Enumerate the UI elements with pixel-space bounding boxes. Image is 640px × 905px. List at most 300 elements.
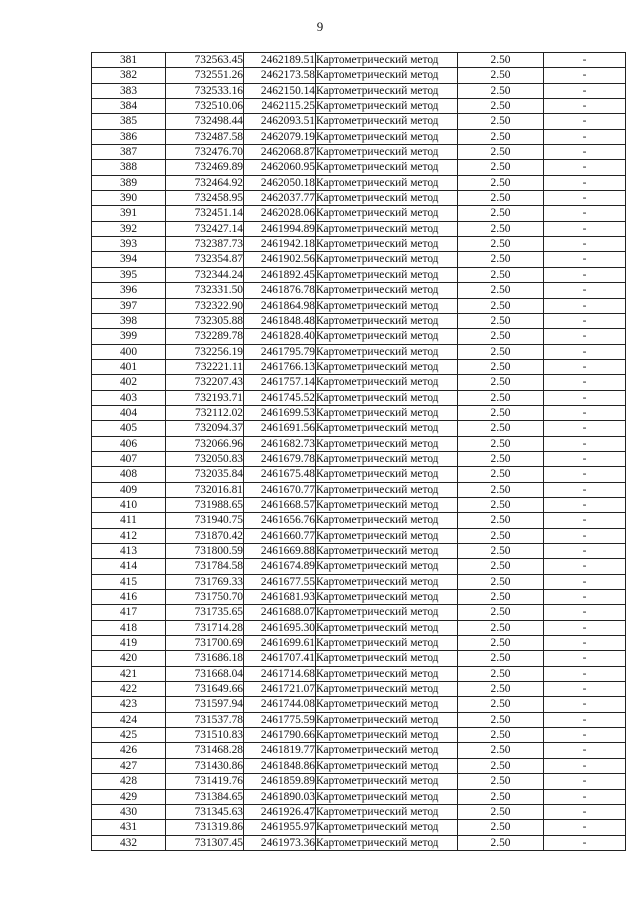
note-cell: -: [544, 175, 626, 190]
precision-cell: 2.50: [458, 451, 544, 466]
x-coordinate-cell: 731384.65: [166, 789, 244, 804]
method-cell: Картометрический метод: [316, 375, 458, 390]
table-row: [92, 820, 626, 835]
note-cell: -: [544, 559, 626, 574]
precision-cell: 2.50: [458, 53, 544, 68]
precision-cell: 2.50: [458, 99, 544, 114]
method-cell: Картометрический метод: [316, 83, 458, 98]
method-cell: Картометрический метод: [316, 666, 458, 681]
y-coordinate-cell: 2462093.51: [244, 114, 316, 129]
y-coordinate-cell: 2461926.47: [244, 804, 316, 819]
note-cell: -: [544, 482, 626, 497]
note-cell: -: [544, 574, 626, 589]
table-row: [92, 804, 626, 819]
precision-cell: 2.50: [458, 114, 544, 129]
table-row: [92, 789, 626, 804]
x-coordinate-cell: 732533.16: [166, 83, 244, 98]
note-cell: -: [544, 467, 626, 482]
note-cell: -: [544, 206, 626, 221]
point-number-cell: 393: [92, 237, 166, 252]
y-coordinate-cell: 2461679.78: [244, 451, 316, 466]
y-coordinate-cell: 2461775.59: [244, 712, 316, 727]
table-row: [92, 252, 626, 267]
note-cell: -: [544, 728, 626, 743]
table-row: [92, 605, 626, 620]
precision-cell: 2.50: [458, 237, 544, 252]
table-row: [92, 467, 626, 482]
precision-cell: 2.50: [458, 682, 544, 697]
method-cell: Картометрический метод: [316, 712, 458, 727]
x-coordinate-cell: 732469.89: [166, 160, 244, 175]
y-coordinate-cell: 2461902.56: [244, 252, 316, 267]
point-number-cell: 419: [92, 636, 166, 651]
precision-cell: 2.50: [458, 436, 544, 451]
method-cell: Картометрический метод: [316, 99, 458, 114]
y-coordinate-cell: 2461721.07: [244, 682, 316, 697]
method-cell: Картометрический метод: [316, 697, 458, 712]
y-coordinate-cell: 2461714.68: [244, 666, 316, 681]
method-cell: Картометрический метод: [316, 359, 458, 374]
table-row: [92, 697, 626, 712]
x-coordinate-cell: 732427.14: [166, 221, 244, 236]
method-cell: Картометрический метод: [316, 605, 458, 620]
point-number-cell: 432: [92, 835, 166, 850]
method-cell: Картометрический метод: [316, 175, 458, 190]
table-row: [92, 651, 626, 666]
precision-cell: 2.50: [458, 405, 544, 420]
note-cell: -: [544, 528, 626, 543]
y-coordinate-cell: 2462068.87: [244, 145, 316, 160]
method-cell: Картометрический метод: [316, 682, 458, 697]
method-cell: Картометрический метод: [316, 774, 458, 789]
table-row: [92, 682, 626, 697]
point-number-cell: 401: [92, 359, 166, 374]
table-row: [92, 267, 626, 282]
precision-cell: 2.50: [458, 83, 544, 98]
note-cell: -: [544, 804, 626, 819]
method-cell: Картометрический метод: [316, 467, 458, 482]
method-cell: Картометрический метод: [316, 145, 458, 160]
y-coordinate-cell: 2461848.48: [244, 313, 316, 328]
page-number: 9: [316, 19, 324, 34]
precision-cell: 2.50: [458, 513, 544, 528]
x-coordinate-cell: 732476.70: [166, 145, 244, 160]
precision-cell: 2.50: [458, 758, 544, 773]
y-coordinate-cell: 2461864.98: [244, 298, 316, 313]
note-cell: -: [544, 145, 626, 160]
y-coordinate-cell: 2461681.93: [244, 590, 316, 605]
point-number-cell: 400: [92, 344, 166, 359]
y-coordinate-cell: 2461795.79: [244, 344, 316, 359]
y-coordinate-cell: 2462150.14: [244, 83, 316, 98]
method-cell: Картометрический метод: [316, 405, 458, 420]
method-cell: Картометрический метод: [316, 590, 458, 605]
x-coordinate-cell: 731769.33: [166, 574, 244, 589]
precision-cell: 2.50: [458, 252, 544, 267]
table-row: [92, 758, 626, 773]
y-coordinate-cell: 2461691.56: [244, 421, 316, 436]
method-cell: Картометрический метод: [316, 651, 458, 666]
y-coordinate-cell: 2462028.06: [244, 206, 316, 221]
x-coordinate-cell: 732066.96: [166, 436, 244, 451]
table-row: [92, 145, 626, 160]
table-row: [92, 237, 626, 252]
x-coordinate-cell: 732510.06: [166, 99, 244, 114]
y-coordinate-cell: 2461973.36: [244, 835, 316, 850]
y-coordinate-cell: 2461695.30: [244, 620, 316, 635]
method-cell: Картометрический метод: [316, 436, 458, 451]
x-coordinate-cell: 732458.95: [166, 191, 244, 206]
point-number-cell: 409: [92, 482, 166, 497]
table-row: [92, 436, 626, 451]
point-number-cell: 388: [92, 160, 166, 175]
note-cell: -: [544, 329, 626, 344]
y-coordinate-cell: 2461677.55: [244, 574, 316, 589]
x-coordinate-cell: 732487.58: [166, 129, 244, 144]
table-row: [92, 175, 626, 190]
x-coordinate-cell: 732256.19: [166, 344, 244, 359]
method-cell: Картометрический метод: [316, 114, 458, 129]
x-coordinate-cell: 732551.26: [166, 68, 244, 83]
point-number-cell: 425: [92, 728, 166, 743]
note-cell: -: [544, 590, 626, 605]
note-cell: -: [544, 375, 626, 390]
note-cell: -: [544, 53, 626, 68]
y-coordinate-cell: 2461707.41: [244, 651, 316, 666]
method-cell: Картометрический метод: [316, 528, 458, 543]
precision-cell: 2.50: [458, 298, 544, 313]
note-cell: -: [544, 129, 626, 144]
x-coordinate-cell: 731510.83: [166, 728, 244, 743]
method-cell: Картометрический метод: [316, 329, 458, 344]
note-cell: -: [544, 160, 626, 175]
precision-cell: 2.50: [458, 191, 544, 206]
x-coordinate-cell: 731700.69: [166, 636, 244, 651]
y-coordinate-cell: 2462060.95: [244, 160, 316, 175]
x-coordinate-cell: 731430.86: [166, 758, 244, 773]
x-coordinate-cell: 732498.44: [166, 114, 244, 129]
y-coordinate-cell: 2461955.97: [244, 820, 316, 835]
method-cell: Картометрический метод: [316, 820, 458, 835]
y-coordinate-cell: 2461828.40: [244, 329, 316, 344]
note-cell: -: [544, 436, 626, 451]
point-number-cell: 405: [92, 421, 166, 436]
note-cell: -: [544, 359, 626, 374]
table-row: [92, 513, 626, 528]
precision-cell: 2.50: [458, 145, 544, 160]
x-coordinate-cell: 732207.43: [166, 375, 244, 390]
precision-cell: 2.50: [458, 313, 544, 328]
y-coordinate-cell: 2461675.48: [244, 467, 316, 482]
point-number-cell: 387: [92, 145, 166, 160]
x-coordinate-cell: 731870.42: [166, 528, 244, 543]
y-coordinate-cell: 2461670.77: [244, 482, 316, 497]
x-coordinate-cell: 731686.18: [166, 651, 244, 666]
method-cell: Картометрический метод: [316, 743, 458, 758]
note-cell: -: [544, 83, 626, 98]
precision-cell: 2.50: [458, 68, 544, 83]
x-coordinate-cell: 731988.65: [166, 497, 244, 512]
y-coordinate-cell: 2461668.57: [244, 497, 316, 512]
x-coordinate-cell: 731537.78: [166, 712, 244, 727]
point-number-cell: 422: [92, 682, 166, 697]
point-number-cell: 415: [92, 574, 166, 589]
point-number-cell: 412: [92, 528, 166, 543]
table-row: [92, 206, 626, 221]
precision-cell: 2.50: [458, 329, 544, 344]
x-coordinate-cell: 732322.90: [166, 298, 244, 313]
y-coordinate-cell: 2461669.88: [244, 544, 316, 559]
y-coordinate-cell: 2462173.58: [244, 68, 316, 83]
y-coordinate-cell: 2461757.14: [244, 375, 316, 390]
point-number-cell: 424: [92, 712, 166, 727]
method-cell: Картометрический метод: [316, 758, 458, 773]
x-coordinate-cell: 732344.24: [166, 267, 244, 282]
point-number-cell: 404: [92, 405, 166, 420]
x-coordinate-cell: 732331.50: [166, 283, 244, 298]
precision-cell: 2.50: [458, 528, 544, 543]
precision-cell: 2.50: [458, 636, 544, 651]
x-coordinate-cell: 732451.14: [166, 206, 244, 221]
point-number-cell: 426: [92, 743, 166, 758]
point-number-cell: 429: [92, 789, 166, 804]
note-cell: -: [544, 313, 626, 328]
precision-cell: 2.50: [458, 590, 544, 605]
table-row: [92, 482, 626, 497]
note-cell: -: [544, 712, 626, 727]
note-cell: -: [544, 651, 626, 666]
point-number-cell: 417: [92, 605, 166, 620]
note-cell: -: [544, 191, 626, 206]
note-cell: -: [544, 743, 626, 758]
table-row: [92, 114, 626, 129]
x-coordinate-cell: 731784.58: [166, 559, 244, 574]
note-cell: -: [544, 620, 626, 635]
point-number-cell: 420: [92, 651, 166, 666]
point-number-cell: 414: [92, 559, 166, 574]
y-coordinate-cell: 2461790.66: [244, 728, 316, 743]
point-number-cell: 421: [92, 666, 166, 681]
y-coordinate-cell: 2461656.76: [244, 513, 316, 528]
y-coordinate-cell: 2461699.53: [244, 405, 316, 420]
table-row: [92, 712, 626, 727]
table-row: [92, 99, 626, 114]
x-coordinate-cell: 731668.04: [166, 666, 244, 681]
x-coordinate-cell: 731468.28: [166, 743, 244, 758]
x-coordinate-cell: 731940.75: [166, 513, 244, 528]
x-coordinate-cell: 731319.86: [166, 820, 244, 835]
table-row: [92, 497, 626, 512]
point-number-cell: 389: [92, 175, 166, 190]
point-number-cell: 430: [92, 804, 166, 819]
x-coordinate-cell: 732035.84: [166, 467, 244, 482]
method-cell: Картометрический метод: [316, 636, 458, 651]
x-coordinate-cell: 731419.76: [166, 774, 244, 789]
y-coordinate-cell: 2461699.61: [244, 636, 316, 651]
note-cell: -: [544, 666, 626, 681]
method-cell: Картометрический метод: [316, 804, 458, 819]
precision-cell: 2.50: [458, 743, 544, 758]
table-row: [92, 221, 626, 236]
method-cell: Картометрический метод: [316, 252, 458, 267]
method-cell: Картометрический метод: [316, 68, 458, 83]
y-coordinate-cell: 2461674.89: [244, 559, 316, 574]
y-coordinate-cell: 2461688.07: [244, 605, 316, 620]
x-coordinate-cell: 732305.88: [166, 313, 244, 328]
precision-cell: 2.50: [458, 544, 544, 559]
table-row: [92, 329, 626, 344]
point-number-cell: 416: [92, 590, 166, 605]
method-cell: Картометрический метод: [316, 206, 458, 221]
x-coordinate-cell: 731800.59: [166, 544, 244, 559]
y-coordinate-cell: 2461890.03: [244, 789, 316, 804]
table-row: [92, 68, 626, 83]
coordinates-table-body: [92, 53, 626, 851]
note-cell: -: [544, 267, 626, 282]
point-number-cell: 398: [92, 313, 166, 328]
note-cell: -: [544, 421, 626, 436]
precision-cell: 2.50: [458, 820, 544, 835]
y-coordinate-cell: 2461819.77: [244, 743, 316, 758]
precision-cell: 2.50: [458, 344, 544, 359]
table-row: [92, 83, 626, 98]
y-coordinate-cell: 2461744.08: [244, 697, 316, 712]
method-cell: Картометрический метод: [316, 544, 458, 559]
point-number-cell: 391: [92, 206, 166, 221]
table-row: [92, 375, 626, 390]
method-cell: Картометрический метод: [316, 620, 458, 635]
table-row: [92, 53, 626, 68]
method-cell: Картометрический метод: [316, 283, 458, 298]
note-cell: -: [544, 68, 626, 83]
x-coordinate-cell: 732016.81: [166, 482, 244, 497]
table-row: [92, 421, 626, 436]
x-coordinate-cell: 732094.37: [166, 421, 244, 436]
note-cell: -: [544, 99, 626, 114]
y-coordinate-cell: 2462037.77: [244, 191, 316, 206]
precision-cell: 2.50: [458, 283, 544, 298]
method-cell: Картометрический метод: [316, 789, 458, 804]
method-cell: Картометрический метод: [316, 313, 458, 328]
point-number-cell: 394: [92, 252, 166, 267]
precision-cell: 2.50: [458, 421, 544, 436]
point-number-cell: 399: [92, 329, 166, 344]
note-cell: -: [544, 283, 626, 298]
note-cell: -: [544, 820, 626, 835]
table-row: [92, 528, 626, 543]
table-row: [92, 620, 626, 635]
method-cell: Картометрический метод: [316, 267, 458, 282]
table-row: [92, 390, 626, 405]
y-coordinate-cell: 2461660.77: [244, 528, 316, 543]
point-number-cell: 384: [92, 99, 166, 114]
method-cell: Картометрический метод: [316, 298, 458, 313]
note-cell: -: [544, 636, 626, 651]
method-cell: Картометрический метод: [316, 221, 458, 236]
point-number-cell: 428: [92, 774, 166, 789]
point-number-cell: 423: [92, 697, 166, 712]
method-cell: Картометрический метод: [316, 129, 458, 144]
y-coordinate-cell: 2461745.52: [244, 390, 316, 405]
precision-cell: 2.50: [458, 620, 544, 635]
precision-cell: 2.50: [458, 789, 544, 804]
note-cell: -: [544, 344, 626, 359]
table-row: [92, 359, 626, 374]
precision-cell: 2.50: [458, 666, 544, 681]
point-number-cell: 383: [92, 83, 166, 98]
method-cell: Картометрический метод: [316, 53, 458, 68]
table-row: [92, 590, 626, 605]
point-number-cell: 406: [92, 436, 166, 451]
note-cell: -: [544, 789, 626, 804]
table-row: [92, 544, 626, 559]
precision-cell: 2.50: [458, 467, 544, 482]
precision-cell: 2.50: [458, 129, 544, 144]
precision-cell: 2.50: [458, 175, 544, 190]
point-number-cell: 402: [92, 375, 166, 390]
precision-cell: 2.50: [458, 497, 544, 512]
point-number-cell: 382: [92, 68, 166, 83]
precision-cell: 2.50: [458, 160, 544, 175]
y-coordinate-cell: 2462189.51: [244, 53, 316, 68]
note-cell: -: [544, 221, 626, 236]
note-cell: -: [544, 405, 626, 420]
table-row: [92, 743, 626, 758]
point-number-cell: 410: [92, 497, 166, 512]
precision-cell: 2.50: [458, 482, 544, 497]
precision-cell: 2.50: [458, 221, 544, 236]
method-cell: Картометрический метод: [316, 421, 458, 436]
point-number-cell: 403: [92, 390, 166, 405]
x-coordinate-cell: 731735.65: [166, 605, 244, 620]
method-cell: Картометрический метод: [316, 482, 458, 497]
point-number-cell: 390: [92, 191, 166, 206]
point-number-cell: 385: [92, 114, 166, 129]
method-cell: Картометрический метод: [316, 835, 458, 850]
note-cell: -: [544, 451, 626, 466]
table-row: [92, 728, 626, 743]
y-coordinate-cell: 2461994.89: [244, 221, 316, 236]
precision-cell: 2.50: [458, 574, 544, 589]
x-coordinate-cell: 732387.73: [166, 237, 244, 252]
precision-cell: 2.50: [458, 728, 544, 743]
point-number-cell: 407: [92, 451, 166, 466]
note-cell: -: [544, 237, 626, 252]
method-cell: Картометрический метод: [316, 728, 458, 743]
precision-cell: 2.50: [458, 267, 544, 282]
table-row: [92, 191, 626, 206]
precision-cell: 2.50: [458, 375, 544, 390]
method-cell: Картометрический метод: [316, 390, 458, 405]
table-row: [92, 666, 626, 681]
table-row: [92, 451, 626, 466]
y-coordinate-cell: 2461766.13: [244, 359, 316, 374]
x-coordinate-cell: 732354.87: [166, 252, 244, 267]
note-cell: -: [544, 835, 626, 850]
point-number-cell: 395: [92, 267, 166, 282]
point-number-cell: 396: [92, 283, 166, 298]
table-row: [92, 574, 626, 589]
method-cell: Картометрический метод: [316, 559, 458, 574]
note-cell: -: [544, 390, 626, 405]
x-coordinate-cell: 731345.63: [166, 804, 244, 819]
precision-cell: 2.50: [458, 390, 544, 405]
y-coordinate-cell: 2461942.18: [244, 237, 316, 252]
table-row: [92, 313, 626, 328]
x-coordinate-cell: 732563.45: [166, 53, 244, 68]
point-number-cell: 418: [92, 620, 166, 635]
point-number-cell: 397: [92, 298, 166, 313]
